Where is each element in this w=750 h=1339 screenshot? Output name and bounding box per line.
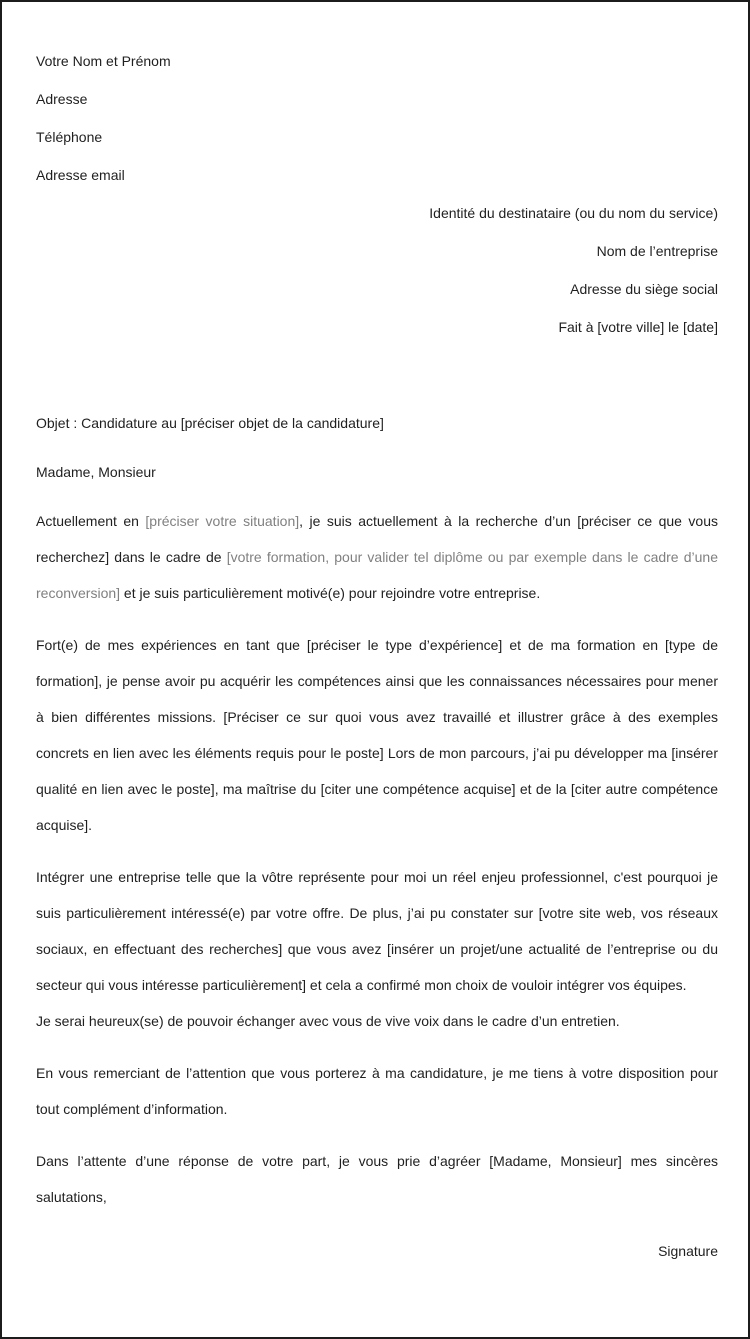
intro-text-3: et je suis particulièrement motivé(e) pour rejoindre votre entreprise. <box>120 585 541 601</box>
sender-name: Votre Nom et Prénom <box>36 53 171 69</box>
recipient-block <box>36 194 718 346</box>
recipient-address: Adresse du siège social <box>570 281 718 297</box>
intro-placeholder-formation: [votre formation, pour valider tel diplôme ou par exemple dans le cadre d’une reconversion] <box>36 549 718 601</box>
paragraph-motivation: Intégrer une entreprise telle que la vôtre représente pour moi un réel enjeu professionnel, c'est pourquoi je suis particulièrement intéressé(e) par votre offre. De plus, j’ai pu constater sur [votre site web, vos réseaux sociaux, en effectuant des recherches] que vous avez [insérer un projet/une actualité de l’entreprise ou du secteur qui vous intéresse particulièrement] et cela a confirmé mon choix de vouloir intégrer vos équipes. <box>36 869 718 993</box>
sender-address: Adresse <box>36 91 88 107</box>
paragraph-experience: Fort(e) de mes expériences en tant que [préciser le type d’expérience] et de ma formation en [type de formation], je pense avoir pu acquérir les compétences ainsi que les connaissances nécessaires pour mener à bien différentes missions. [Préciser ce sur quoi vous avez travaillé et illustrer grâce à des exemples concrets en lien avec les éléments requis pour le poste] Lors de mon parcours, j’ai pu développer ma [insérer qualité en lien avec le poste], ma maîtrise du [citer une compétence acquise] et de la [citer autre compétence acquise]. <box>36 637 718 833</box>
sender-block <box>36 42 718 194</box>
signature-label: Signature <box>658 1243 718 1259</box>
intro-text-2: , je suis actuellement à la recherche d’un [préciser ce que vous recherchez] dans le cadre de <box>36 513 718 565</box>
paragraph-intro <box>36 503 718 611</box>
sender-phone: Téléphone <box>36 129 103 145</box>
intro-text-1: Actuellement en <box>36 513 146 529</box>
subject-line: Objet : Candidature au [préciser objet de la candidature] <box>36 415 384 431</box>
recipient-company: Nom de l’entreprise <box>596 243 718 259</box>
recipient-identity: Identité du destinataire (ou du nom du service) <box>429 205 718 221</box>
intro-placeholder-situation: [préciser votre situation] <box>145 513 300 529</box>
letter-place-date: Fait à [votre ville] le [date] <box>558 319 718 335</box>
paragraph-interview-request: Je serai heureux(se) de pouvoir échanger avec vous de vive voix dans le cadre d’un entretien. <box>36 1013 620 1029</box>
salutation-line: Madame, Monsieur <box>36 464 156 480</box>
paragraph-thanks: En vous remerciant de l’attention que vous porterez à ma candidature, je me tiens à votre disposition pour tout complément d’information. <box>36 1065 718 1117</box>
sender-email: Adresse email <box>36 167 125 183</box>
paragraph-closing: Dans l’attente d’une réponse de votre part, je vous prie d’agréer [Madame, Monsieur] mes sincères salutations, <box>36 1153 718 1205</box>
